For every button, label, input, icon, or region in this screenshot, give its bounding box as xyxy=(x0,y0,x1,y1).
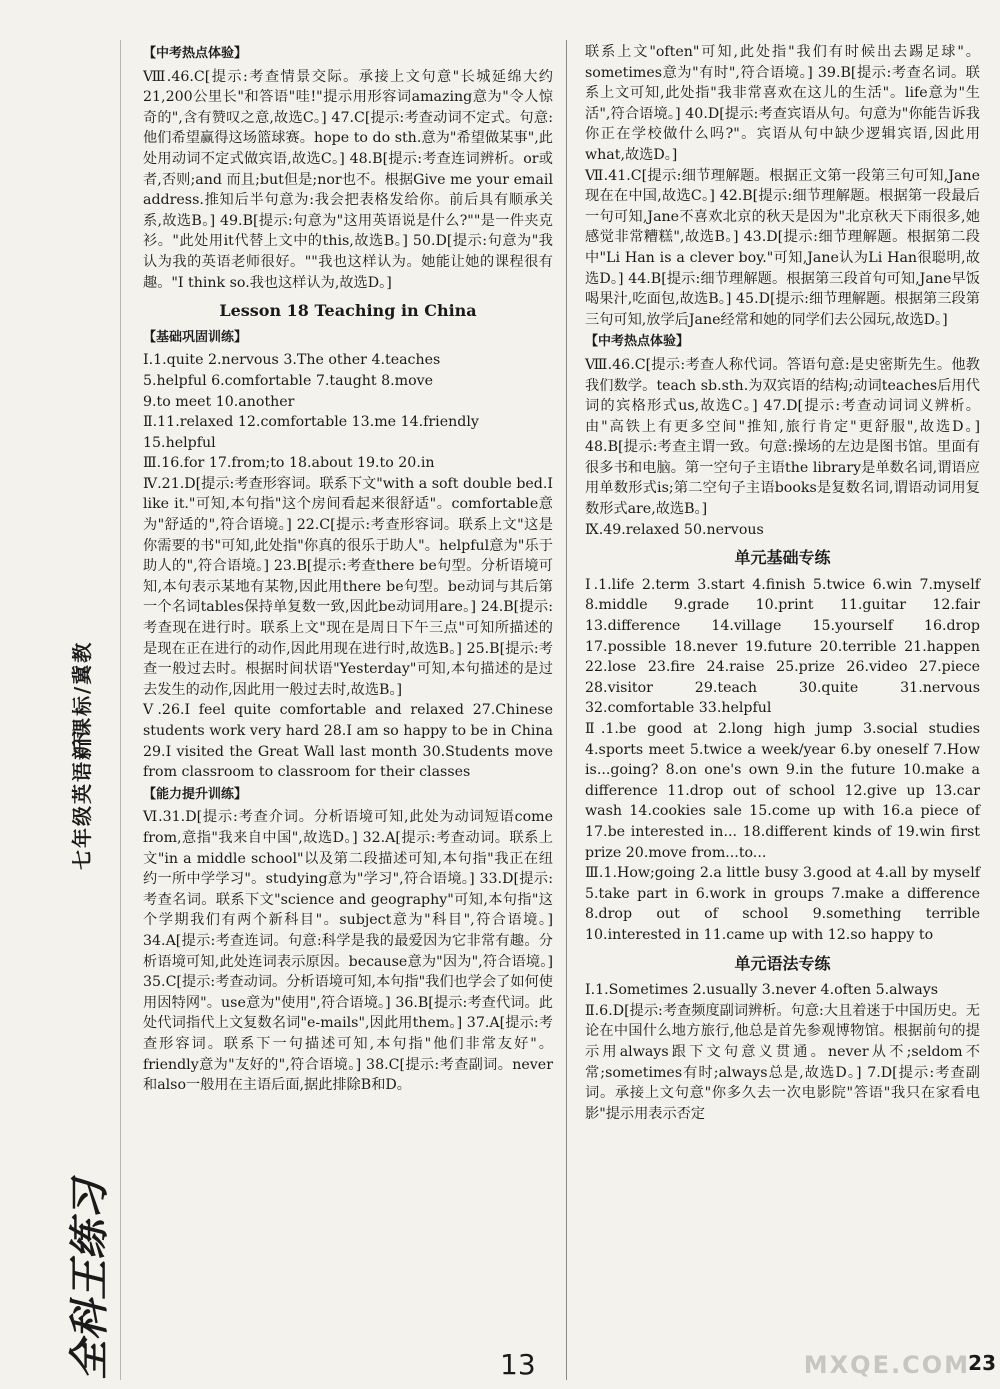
answer-paragraph: 联系上文"often"可知,此处指"我们有时候出去踢足球"。sometimes意为"有时",符合语境。] 39.B[提示:考查名词。联系上文可知,此处指"我非常喜欢在这儿的生活"。life意为"生活",符合语境。] 40.D[提示:考查宾语从句。句意为"你能告诉我你正在学校做什么吗?"。宾语从句中缺少逻辑宾语,因此用what,故选D。] xyxy=(585,44,980,163)
answer-line: Ⅲ.16.for 17.from;to 18.about 19.to 20.in xyxy=(143,455,435,472)
section-heading: 【基础巩固训练】 xyxy=(143,329,248,345)
section-heading: 【中考热点体验】 xyxy=(585,334,690,350)
answer-paragraph: Ⅷ.46.C[提示:考查情景交际。承接上文句意"长城延绵大约21,200公里长"和答语"哇!"提示用形容词amazing意为"令人惊奇的",含有赞叹之意,故选C。] 47.C[提示:考查动词不定式。句意:他们希望赢得这场篮球赛。hope to do sth.意为"希望做某事",此处用动词不定式做宾语,故选C。] 48.B[提示:考查连词辨析。or或者,否则;and 而且;but但是;nor也不。根据Give me your email address.推知后半句意为:我会把表格发给你。前后具有顺承关系,故选B。] 49.B[提示:句意为"这用英语说是什么?""是一件夹克衫。"此处用it代替上文中的this,故选B。] 50.D[提示:句意为"我认为我的英语老师很好。""我也这样认为。她能让她的课程很有趣。"I think so.我也这样认为,故选D。] xyxy=(143,68,553,291)
unit-title: 单元语法专练 xyxy=(734,953,831,973)
section-heading: 【能力提升训练】 xyxy=(143,786,248,802)
column-divider xyxy=(566,40,567,1380)
left-column xyxy=(143,42,553,1096)
section-heading: 【中考热点体验】 xyxy=(143,46,248,61)
answer-line: 9.to meet 10.another xyxy=(143,393,295,410)
spine-edition: 新课标/冀教 xyxy=(70,640,94,760)
answer-paragraph: Ⅱ.1.be good at 2.long high jump 3.social studies 4.sports meet 5.twice a week/year 6.by oneself 7.How is...going? 8.on one's own 9.in the future 10.make a difference 11.drop out of school 12.give up 13.car wash 14.cookies sale 15.come up with 16.a piece of 17.be interested in... 18.different kinds of 19.win first prize 20.move from...to... xyxy=(585,721,980,861)
answer-line: Ⅰ.1.Sometimes 2.usually 3.never 4.often 5.always xyxy=(585,982,939,999)
spine-grade: 七年级英语·下 xyxy=(70,728,94,870)
answer-paragraph: Ⅵ.31.D[提示:考查介词。分析语境可知,此处为动词短语come from,意指"我来自中国",故选D。] 32.A[提示:考查动词。联系上文"in a middle school"以及第二段描述可知,本句指"我正在纽约一所中学学习"。studying意为"学习",符合语境。] 33.D[提示:考查名词。联系下文"science and geography"可知,本句指"这个学期我们有两个新科目"。subject意为"科目",符合语境。] 34.A[提示:考查连词。句意:科学是我的最爱因为它非常有趣。分析语境可知,此处连词表示原因。because意为"因为",符合语境。] 35.C[提示:考查动词。分析语境可知,本句指"我们也学会了如何使用因特网"。use意为"使用",符合语境。] 36.B[提示:考查代词。此处代词指代上文复数名词"e-mails",因此用them。] 37.A[提示:考查形容词。联系下一句描述可知,本句指"他们非常友好"。friendly意为"友好的",符合语境。] 38.C[提示:考查副词。never和also一般用在主语后面,据此排除B和D。 xyxy=(143,809,553,1094)
answer-line: Ⅰ.1.quite 2.nervous 3.The other 4.teaches xyxy=(143,352,441,369)
handwritten-mark: 13 xyxy=(500,1348,536,1381)
unit-title: 单元基础专练 xyxy=(734,548,831,568)
watermark: MXQE.COM xyxy=(803,1351,970,1379)
answer-line: Ⅸ.49.relaxed 50.nervous xyxy=(585,521,764,538)
answer-line: 5.helpful 6.comfortable 7.taught 8.move xyxy=(143,372,434,389)
answer-line: Ⅱ.11.relaxed 12.comfortable 13.me 14.friendly xyxy=(143,414,479,431)
answer-paragraph: Ⅲ.1.How;going 2.a little busy 3.good at 4.all by myself 5.take part in 6.work in groups 7.make a difference 8.drop out of school 9.something terrible 10.interested in 11.came up with 12.so happy to xyxy=(585,865,980,943)
answer-paragraph: Ⅳ.21.D[提示:考查形容词。联系下文"with a soft double bed.I like it."可知,本句指"这个房间看起来很舒适"。comfortable意为"舒适的",符合语境。] 22.C[提示:考查形容词。联系上文"这是你需要的书"可知,此处指"你真的很乐于助人"。helpful意为"乐于助人的",符合语境。] 23.B[提示:考查there be句型。分析语境可知,本句表示某地有某物,因此用there be句型。be动词与其后第一个名词tables保持单复数一致,因此be动词用are。] 24.B[提示:考查现在进行时。联系上文"现在是周日下午三点"可知所描述的是现在正在进行的动作,因此用现在进行时,故选B。] 25.B[提示:考查一般过去时。根据时间状语"Yesterday"可知,本句描述的是过去发生的动作,因此用一般过去时,故选B。] xyxy=(143,475,553,698)
lesson-title: Lesson 18 Teaching in China xyxy=(219,301,477,321)
page-number: 23 xyxy=(968,1351,996,1375)
right-column xyxy=(585,42,980,1124)
spine-divider xyxy=(120,40,121,1380)
answer-paragraph: Ⅰ.1.life 2.term 3.start 4.finish 5.twice 6.win 7.myself 8.middle 9.grade 10.print 11.guitar 12.fair 13.difference 14.village 15.yourself 16.drop 17.possible 18.never 19.future 20.terrible 21.happen 22.lose 23.fire 24.raise 25.prize 26.video 27.piece 28.visitor 29.teach 30.quite 31.nervous 32.comfortable 33.helpful xyxy=(585,576,980,717)
answer-paragraph: Ⅱ.6.D[提示:考查频度副词辨析。句意:大且着迷于中国历史。无论在中国什么地方旅行,他总是首先参观博物馆。根据前句的提示用always跟下文句意义贯通。never从不;seldom不常;sometimes有时;always总是,故选D。] 7.D[提示:考查副词。承接上文句意"你多久去一次电影院"答语"我只在家看电影"提示用表示否定 xyxy=(585,1002,980,1122)
answer-line: 15.helpful xyxy=(143,434,216,451)
answer-paragraph: Ⅷ.46.C[提示:考查人称代词。答语句意:是史密斯先生。他教我们数学。teach sb.sth.为双宾语的结构;动词teaches后用代词的宾格形式us,故选C。] 47.D[提示:考查动词词义辨析。由"高铁上有更多空间"推知,旅行肯定"更舒服",故选D。] 48.B[提示:考查主谓一致。句意:操场的左边是图书馆。里面有很多书和电脑。第一空句子主语the library是单数名词,谓语应用单数形式is;第二空句子主语books是复数名词,谓语动词用复数形式are,故选B。] xyxy=(585,356,980,518)
spine xyxy=(58,40,128,1380)
spine-logo: 全科王练习 xyxy=(66,1180,113,1380)
answer-paragraph: Ⅴ.26.I feel quite comfortable and relaxed 27.Chinese students work very hard 28.I am so happy to be in China 29.I visited the Great Wall last month 30.Students move from classroom to classroom for their classes xyxy=(143,702,553,781)
answer-paragraph: Ⅶ.41.C[提示:细节理解题。根据正文第一段第三句可知,Jane现在在中国,故选C。] 42.B[提示:细节理解题。根据第一段最后一句可知,Jane不喜欢北京的秋天是因为"北京秋天下雨很多,她感觉非常糟糕",故选B。] 43.D[提示:细节理解题。根据第二段中"Li Han is a clever boy."可知,Jane认为Li Han很聪明,故选D。] 44.B[提示:细节理解题。根据第三段首句可知,Jane早饭喝果汁,吃面包,故选B。] 45.D[提示:细节理解题。根据第三段第三句可知,放学后Jane经常和她的同学们去公园玩,故选D。] xyxy=(585,167,980,328)
